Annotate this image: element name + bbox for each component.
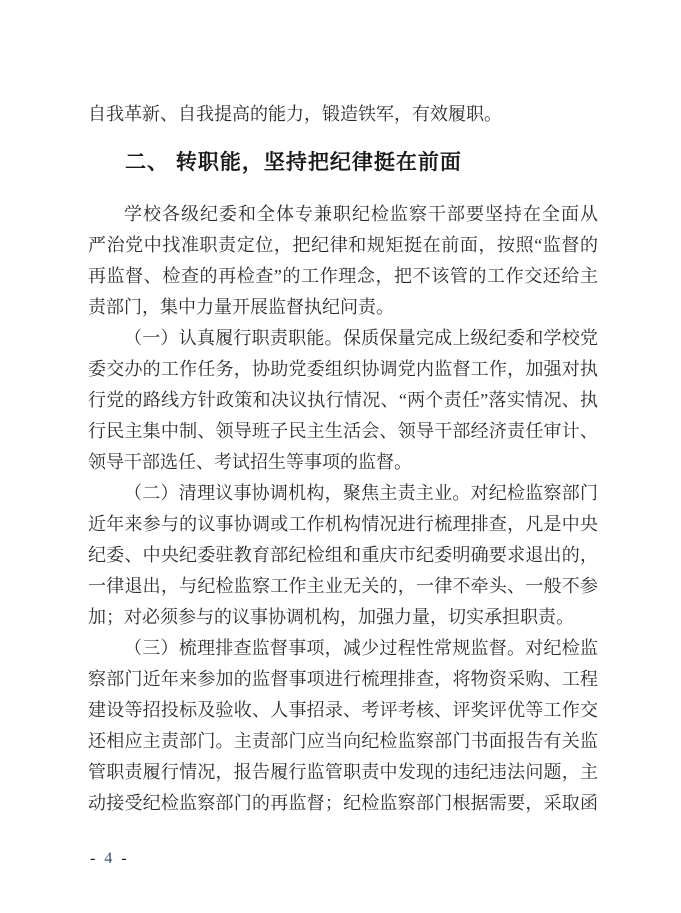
- text-line: 领导干部选任、考试招生等事项的监督。: [88, 452, 412, 472]
- text-line: 责部门，集中力量开展监督执纪问责。: [88, 297, 394, 317]
- text-line: 建设等招投标及验收、人事招录、考评考核、评奖评优等工作交: [88, 700, 598, 720]
- page-number: 4: [104, 850, 113, 867]
- text-line: 再监督、检查的再检查”的工作理念，把不该管的工作交还给主: [88, 266, 598, 286]
- continuation-line: 自我革新、自我提高的能力，锻造铁军，有效履职。: [88, 104, 502, 124]
- text-line: 动接受纪检监察部门的再监督；纪检监察部门根据需要，采取函: [88, 793, 598, 813]
- text-line: 一律退出，与纪检监察工作主业无关的，一律不牵头、一般不参: [88, 576, 598, 596]
- paragraphs-container: [88, 199, 598, 819]
- text-line: 近年来参与的议事协调或工作机构情况进行梳理排查，凡是中央: [88, 514, 598, 534]
- text-line: 纪委、中央纪委驻教育部纪检组和重庆市纪委明确要求退出的，: [88, 545, 598, 565]
- document-body: [88, 99, 598, 819]
- text-line: 察部门近年来参加的监督事项进行梳理排查，将物资采购、工程: [88, 669, 598, 689]
- text-line: （一）认真履行职责职能。保质保量完成上级纪委和学校党: [124, 328, 598, 348]
- section-heading: 二、 转职能，坚持把纪律挺在前面: [125, 151, 462, 174]
- text-line: 学校各级纪委和全体专兼职纪检监察干部要坚持在全面从: [124, 204, 598, 224]
- paragraph: [88, 323, 598, 478]
- text-line: 委交办的工作任务，协助党委组织协调党内监督工作，加强对执: [88, 359, 598, 379]
- text-line: （三）梳理排查监督事项，减少过程性常规监督。对纪检监: [124, 638, 598, 658]
- text-line: 加；对必须参与的议事协调机构，加强力量，切实承担职责。: [88, 607, 574, 627]
- paragraph: [88, 199, 598, 323]
- paragraph: [88, 478, 598, 633]
- text-line: 管职责履行情况，报告履行监管职责中发现的违纪违法问题，主: [88, 762, 598, 782]
- text-line: 还相应主责部门。主责部门应当向纪检监察部门书面报告有关监: [88, 731, 598, 751]
- text-line: 行党的路线方针政策和决议执行情况、“两个责任”落实情况、执: [88, 390, 598, 410]
- text-line: （二）清理议事协调机构，聚焦主责主业。对纪检监察部门: [124, 483, 598, 503]
- paragraph: [88, 633, 598, 819]
- footer-dash-left: -: [90, 850, 96, 867]
- text-line: 严治党中找准职责定位，把纪律和规矩挺在前面，按照“监督的: [88, 235, 598, 255]
- text-line: 行民主集中制、领导班子民主生活会、领导干部经济责任审计、: [88, 421, 598, 441]
- page-footer: [90, 849, 127, 869]
- footer-dash-right: -: [121, 850, 127, 867]
